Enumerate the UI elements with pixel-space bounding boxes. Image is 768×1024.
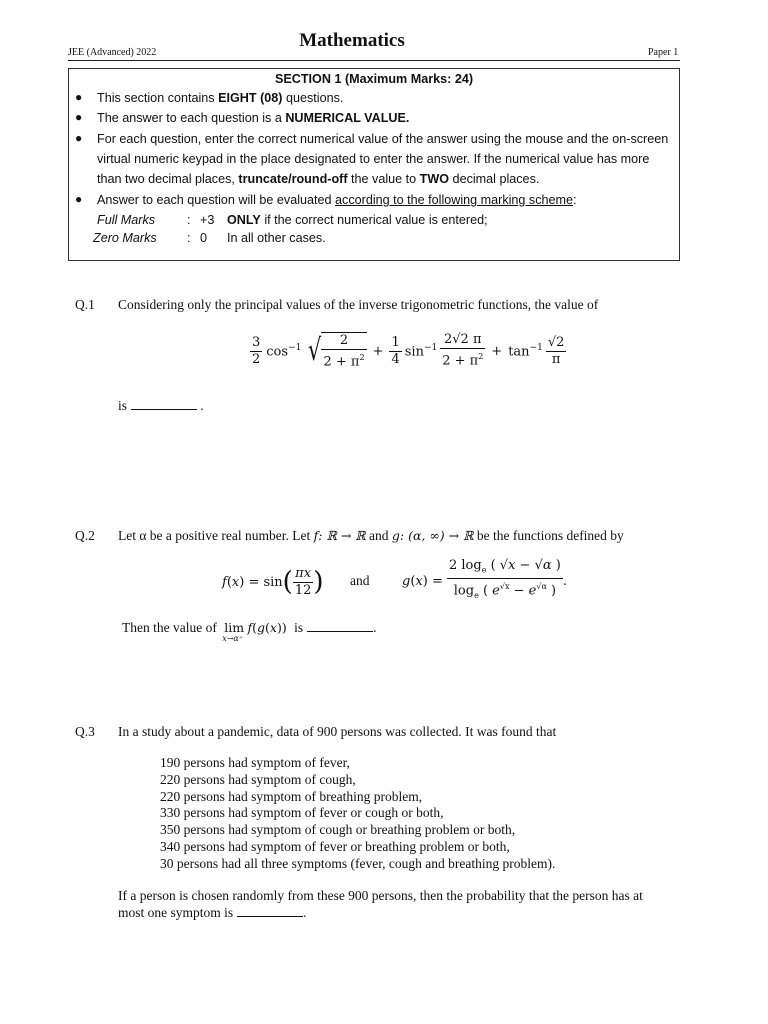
list-item: 340 persons had symptom of fever or breathing problem or both, — [160, 838, 510, 854]
q1-answer-line: is . — [118, 398, 204, 413]
question-number: Q.2 — [75, 528, 95, 543]
question-number: Q.3 — [75, 724, 95, 739]
list-item: 350 persons had symptom of cough or breathing problem or both, — [160, 822, 516, 838]
q2-answer-line: Then the value of lim x→α⁺ f(g(x)) is . — [122, 620, 377, 643]
full-marks-value: +3 — [200, 213, 215, 227]
instruction-3: For each question, enter the correct numerical value of the answer using the mouse and the on-screen virtual numeric keypad in the place designated to enter the answer. If the numerical value has more than two decimal places, truncate/round-off the value to TWO decimal places. — [97, 132, 669, 186]
bullet-icon: ● — [75, 90, 83, 104]
answer-blank[interactable] — [237, 906, 303, 917]
bullet-icon: ● — [75, 192, 83, 206]
and-label: and — [350, 573, 370, 588]
question-text: Considering only the principal values of the inverse trigonometric functions, the value of — [118, 297, 599, 312]
symptom-data-list — [160, 755, 555, 873]
question-number: Q.1 — [75, 297, 95, 312]
zero-marks-colon: : — [187, 231, 191, 245]
instruction-1: This section contains EIGHT (08) questions. — [97, 91, 344, 105]
list-item: 330 persons had symptom of fever or cough or both, — [160, 805, 444, 821]
q3-ask-line-1: If a person is chosen randomly from these 900 persons, then the probability that the person has at — [118, 888, 643, 903]
answer-blank[interactable] — [307, 621, 373, 632]
question-text: In a study about a pandemic, data of 900 persons was collected. It was found that — [118, 724, 557, 739]
instruction-4: Answer to each question will be evaluated according to the following marking scheme: — [97, 193, 577, 207]
section-instructions-box — [68, 68, 680, 261]
list-item: 220 persons had symptom of breathing problem, — [160, 788, 423, 804]
question-text: Let α be a positive real number. Let f: ℝ → ℝ and g: (α, ∞) → ℝ be the functions defined by — [118, 528, 624, 543]
paper-label: Paper 1 — [648, 47, 679, 58]
list-item: 220 persons had symptom of cough, — [160, 771, 356, 787]
bullet-icon: ● — [75, 131, 83, 145]
zero-marks-label: Zero Marks — [93, 231, 157, 245]
instruction-2: The answer to each question is a NUMERICAL VALUE. — [97, 111, 410, 125]
full-marks-label: Full Marks — [97, 213, 156, 227]
q1-equation: $\frac{3}{2}$ $\cos^{-1}$ √ $\frac{2}{2 + \pi^2}$ + $\frac{1}{4}$ $\sin^{-1}$ $\frac{2√2 \pi}{2 + \pi^2}$ + $\tan^{-1}$ $\frac{√2}{\pi}$ — [252, 332, 565, 370]
list-item: 190 persons had symptom of fever, — [160, 755, 350, 770]
bullet-icon: ● — [75, 110, 83, 124]
answer-blank[interactable] — [131, 399, 197, 410]
list-item: 30 persons had all three symptoms (fever, cough and breathing problem). — [160, 855, 556, 871]
full-marks-colon: : — [187, 213, 191, 227]
page-title: Mathematics — [299, 30, 405, 51]
f-definition: f ( x ) = sin ( $\frac{\pi x}{12}$ ) — [222, 565, 324, 598]
header-divider — [68, 60, 680, 61]
full-marks-desc: ONLY if the correct numerical value is entered; — [227, 213, 488, 227]
zero-marks-value: 0 — [200, 231, 208, 245]
g-definition: g ( x ) = $\frac{2 \log_e ( √x - √\alpha )}{\log_e ( e^{√x} - e^{√\alpha} )}$ . — [402, 558, 567, 604]
zero-marks-desc: In all other cases. — [227, 231, 326, 245]
section-title: SECTION 1 (Maximum Marks: 24) — [274, 72, 474, 86]
exam-name: JEE (Advanced) 2022 — [68, 47, 157, 58]
q3-answer-line: most one symptom is . — [118, 905, 307, 920]
